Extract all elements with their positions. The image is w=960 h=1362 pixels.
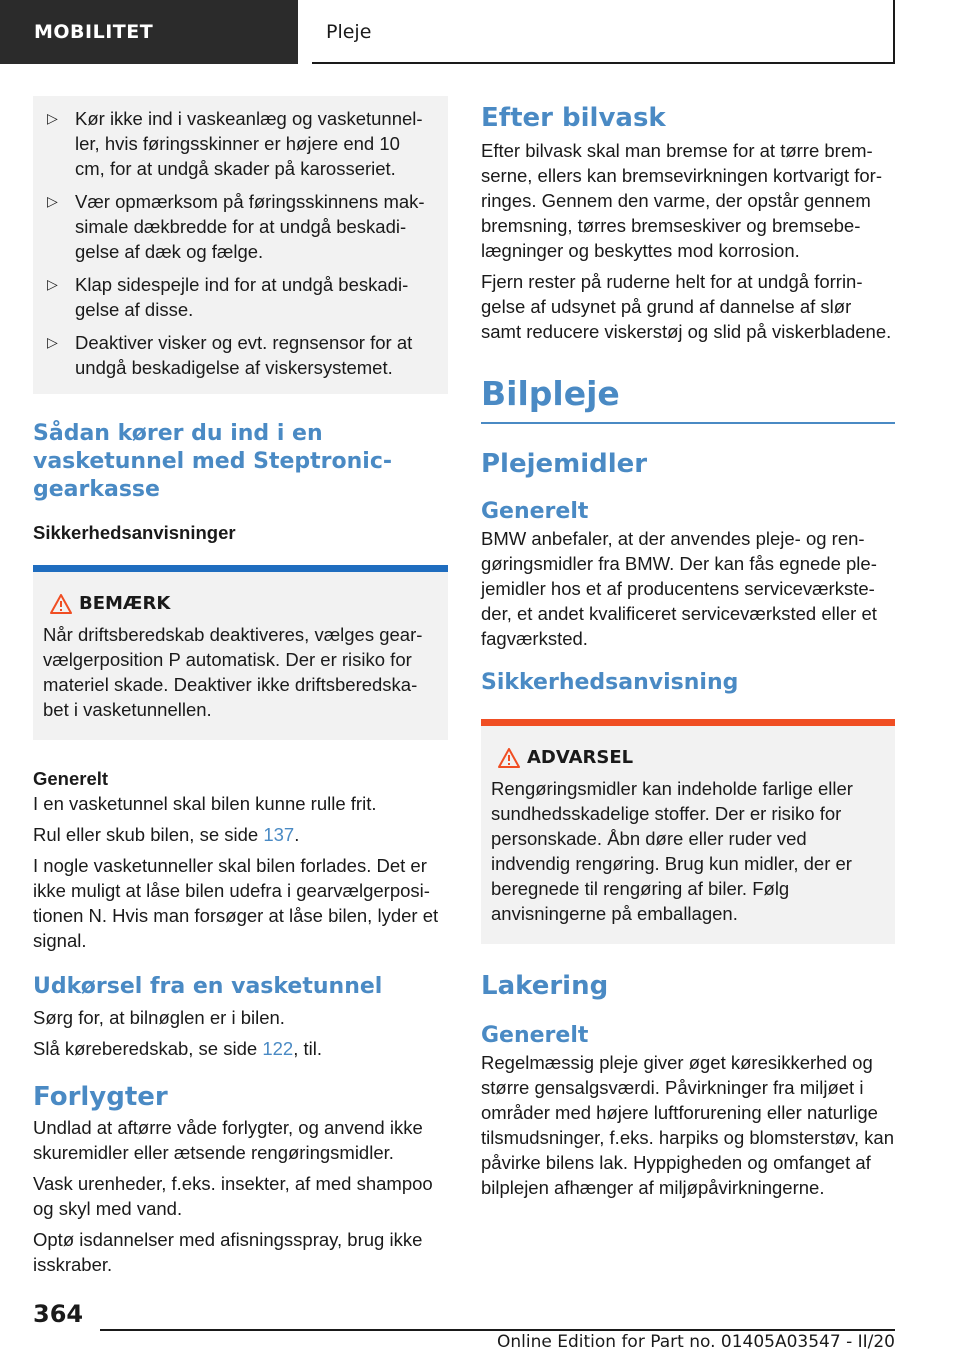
warning-title: ADVARSEL [527,747,634,768]
heading-general: Generelt [481,1023,589,1048]
list-item: ▷ Kør ikke ind i vaskeanlæg og vasketunneller, hvis føringsskinner er højere end 10 cm, for at undgå skader på karosseriet. [47,108,423,179]
footer-rule [100,1329,895,1331]
list-item: ▷ Vær opmærksom på føringsskinnens maksimale dækbredde for at undgå beskadigelse af dæk og fælge. [47,191,425,262]
heading-care-products: Plejemidler [481,449,648,479]
heading-safety-instruction: Sikkerhedsanvisning [481,670,739,695]
triangle-bullet-icon: ▷ [47,334,58,350]
paragraph: Optø isdannelser med afisningsspray, brug ikke isskraber. [33,1229,423,1275]
paragraph: Fjern rester på ruderne helt for at undgå forringelse af udsynet på grund af dannelse af slør samt reducere viskerstøj og slid på viskerbladene. [481,271,892,342]
heading-general: Generelt [481,499,589,524]
paragraph: Slå køreberedskab, se side 122, til. [33,1038,322,1059]
triangle-bullet-icon: ▷ [47,110,58,126]
paragraph: Undlad at aftørre våde forlygter, og anvend ikke skuremidler eller ætsende rengøringsmidler. [33,1117,423,1163]
heading-after-wash: Efter bilvask [481,103,666,133]
bullet-list [33,96,448,394]
heading-car-care: Bilpleje [481,374,620,413]
heading-exit-tunnel: Udkørsel fra en vasketunnel [33,974,383,999]
paragraph: BMW anbefaler, at der anvendes pleje- og rengøringsmidler fra BMW. Der kan fås egnede plejemidler hos et af producentens serviceværksteder, et andet kvalificeret serviceværksted eller et fagværksted. [481,528,877,649]
edition-note: Online Edition for Part no. 01405A03547 - II/20 [496,1332,895,1352]
triangle-bullet-icon: ▷ [47,276,58,292]
list-item: ▷ Klap sidespejle ind for at undgå beskadigelse af disse. [47,274,409,320]
warning-box [481,719,895,944]
list-item: ▷ Deaktiver visker og evt. regnsensor for at undgå beskadigelse af viskersystemet. [47,332,413,378]
page-number: 364 [33,1300,84,1328]
paragraph: Efter bilvask skal man bremse for at tørre bremserne, ellers kan bremsevirkningen kortvarigt forringes. Gennem den varme, der opstår gennem bremsning, tørres bremseskiver og bremsebelægninger og beskyttes mod korrosion. [481,140,883,261]
paragraph: I en vasketunnel skal bilen kunne rulle frit. [33,793,377,814]
paragraph: I nogle vasketunneller skal bilen forlades. Det er ikke muligt at låse bilen udefra i gearvælgerpositionen N. Hvis man forsøger at låse bilen, lyder et signal. [33,855,439,951]
paragraph: Sørg for, at bilnøglen er i bilen. [33,1007,285,1028]
subheading-general: Generelt [33,768,109,789]
page-link-137[interactable]: 137 [263,824,295,845]
heading-car-wash-tunnel: Sådan kører du ind i en vasketunnel med Steptronic-gearkasse [33,421,393,502]
section-tab: MOBILITET [0,0,298,64]
right-column [481,102,895,1206]
warning-triangle-icon [491,748,527,768]
notice-box [33,565,448,740]
triangle-bullet-icon: ▷ [47,193,58,209]
warning-text: Rengøringsmidler kan indeholde farlige eller sundhedsskadelige stoffer. Der er risiko for personskade. Åbn døre eller ruder ved indvendig rengøring. Brug kun midler, der er beregnede til rengøring af biler. Følg anvisningerne på emballagen. [491,778,853,924]
notice-text: Når driftsberedskab deaktiveres, vælges gearvælgerposition P automatisk. Der er risiko for materiel skade. Deaktiver ikke driftsberedskabet i vasketunnellen. [43,624,423,720]
notice-title: BEMÆRK [79,593,171,614]
chapter-title: Pleje [312,0,895,64]
warning-triangle-icon [43,594,79,614]
left-column [33,96,448,1283]
subheading-safety: Sikkerhedsanvisninger [33,522,236,543]
paragraph: Regelmæssig pleje giver øget køresikkerhed og større gensalgsværdi. Påvirkninger fra miljøet i områder med højere luftforurening eller naturlige tilsmudsninger, f.eks. harpiks og blomsterstøv, kan påvirke bilens lak. Hyppigheden og omfanget af bilplejen afhænger af miljøpåvirkningerne. [481,1052,894,1198]
heading-paint: Lakering [481,971,609,1001]
heading-headlights: Forlygter [33,1082,168,1112]
paragraph: Vask urenheder, f.eks. insekter, af med shampoo og skyl med vand. [33,1173,433,1219]
page-link-122[interactable]: 122 [262,1038,294,1059]
paragraph: Rul eller skub bilen, se side 137. [33,824,300,845]
